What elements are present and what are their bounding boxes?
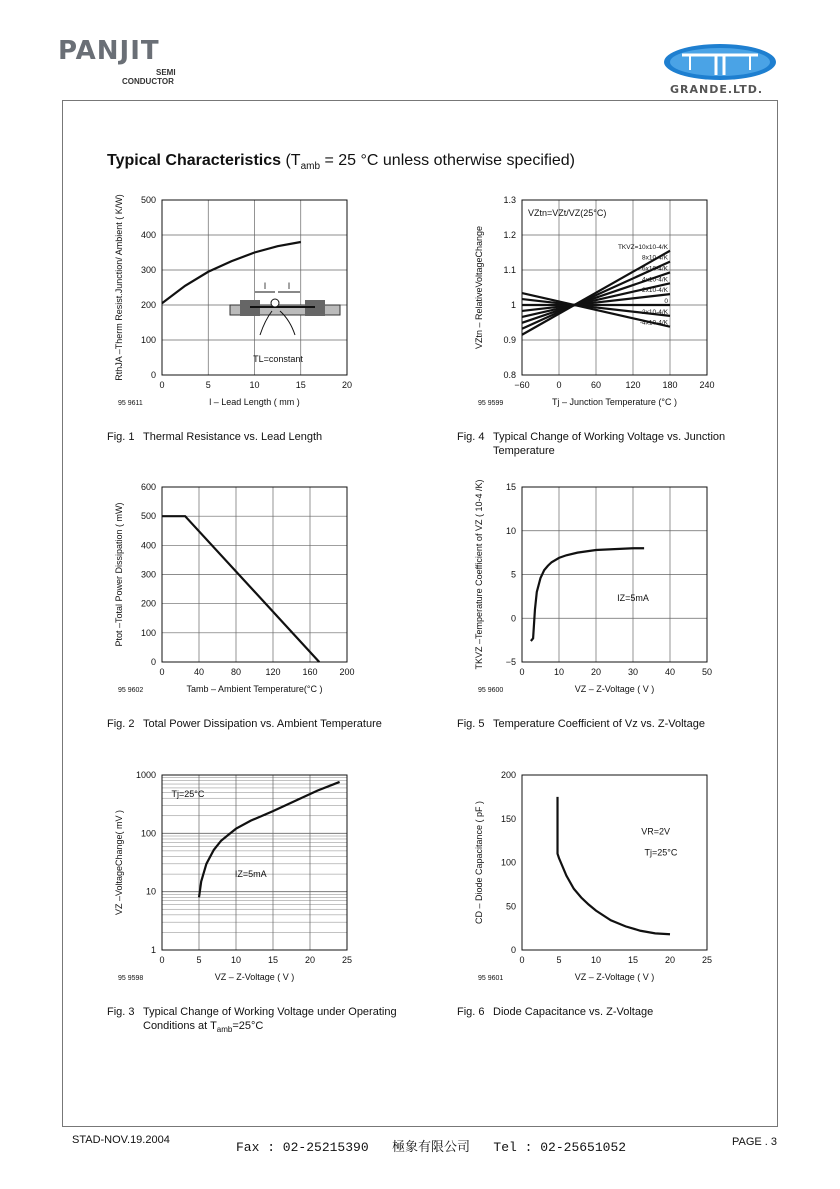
x-tick-label: 15	[295, 380, 306, 390]
chart-fig4-svg	[460, 185, 720, 420]
y-tick-label: 10	[145, 886, 156, 897]
grande-logo	[662, 42, 782, 98]
chart-fig6-svg	[460, 760, 720, 995]
y-tick-label: 0.9	[503, 335, 516, 345]
chart-fig5	[460, 472, 720, 712]
x-tick-label: 5	[196, 955, 202, 965]
panjit-logo	[58, 32, 188, 92]
lead-length-inset	[230, 281, 340, 364]
panjit-logo-text: PANJIT	[58, 36, 160, 66]
series-line	[162, 516, 319, 662]
y-axis-label: VZtn – RelativeVoltageChange	[474, 225, 484, 350]
y-tick-label: 200	[140, 598, 156, 609]
y-tick-label: 100	[140, 627, 156, 638]
x-tick-label: 25	[341, 955, 353, 965]
chart-fig2-svg	[100, 472, 360, 707]
section-title	[107, 152, 575, 172]
y-tick-label: 50	[505, 901, 516, 912]
x-tick-label: 240	[699, 380, 715, 390]
figure-code: 95 9602	[118, 687, 144, 694]
section-title-bold: Typical Characteristics	[107, 152, 282, 169]
series-label: 2x10-4/K	[641, 287, 668, 295]
x-tick-label: 0	[159, 667, 165, 677]
x-tick-label: 40	[664, 667, 676, 677]
y-tick-label: 0	[150, 370, 156, 380]
series-line	[558, 797, 670, 934]
y-tick-label: 1.1	[503, 265, 516, 275]
annotation-iz: IZ=5mA	[234, 868, 267, 879]
y-axis-label: VZ –VoltageChange( mV )	[114, 809, 124, 916]
diode-body	[271, 299, 279, 307]
y-axis-label: CD – Diode Capacitance ( pF )	[474, 800, 484, 925]
plot-frame	[522, 775, 707, 950]
y-tick-label: 1	[150, 945, 156, 955]
x-tick-label: 160	[302, 667, 318, 677]
section-title-paren: ($T_{amb} = 25$ °C unless otherwise specified)	[285, 152, 575, 173]
chart-fig2	[100, 472, 360, 712]
figure-code: 95 9600	[478, 687, 504, 694]
x-tick-label: 10	[590, 955, 602, 965]
footer-page: PAGE . 3	[732, 1136, 778, 1148]
annotation-vr: VR=2V	[641, 826, 670, 837]
x-tick-label: 0	[556, 380, 562, 390]
series-label: 4x10-4/K	[641, 276, 668, 284]
figure-code: 95 9601	[478, 975, 504, 982]
grande-logo-text: GRANDE.LTD.	[670, 83, 764, 96]
y-tick-label: 150	[500, 813, 516, 824]
y-tick-label: 0	[510, 945, 516, 955]
series-label: TKVZ=10x10-4/K	[617, 243, 668, 251]
x-tick-label: 80	[230, 667, 242, 677]
y-tick-label: 300	[140, 265, 156, 275]
x-tick-label: 20	[341, 380, 353, 390]
y-axis-label: TKVZ –Temperature Coefficient of VZ ( 10-4 /K)	[474, 479, 484, 670]
footer-contact: Fax : 02-25215390 極象有限公司 Tel : 02-25651052	[236, 1140, 627, 1155]
figure-code: 95 9611	[118, 400, 143, 407]
x-tick-label: 5	[556, 955, 562, 965]
y-tick-label: 1.2	[503, 230, 516, 240]
y-tick-label: 400	[140, 230, 156, 240]
x-tick-label: 60	[590, 380, 602, 390]
x-tick-label: 180	[662, 380, 678, 390]
y-tick-label: 400	[140, 540, 156, 551]
figure-code: 95 9598	[118, 975, 144, 982]
grande-emblem-icon	[662, 42, 782, 82]
y-tick-label: 1000	[135, 770, 156, 780]
y-tick-label: 10	[505, 525, 516, 536]
x-tick-label: 5	[205, 380, 211, 390]
series-label: 8x10-4/K	[641, 254, 668, 262]
dimension-label-l: l	[264, 281, 266, 291]
y-axis-label: Ptot –Total Power Dissipation ( mW)	[114, 502, 124, 647]
series-label: 6x10-4/K	[641, 265, 668, 273]
x-tick-label: 25	[701, 955, 713, 965]
x-tick-label: 20	[590, 667, 602, 677]
annotation-vztn: VZtn=VZt/VZ(25°C)	[528, 208, 607, 218]
x-axis-label: VZ – Z-Voltage ( V )	[214, 972, 295, 982]
x-axis-label: Tamb – Ambient Temperature(°C )	[186, 684, 323, 694]
x-tick-label: 200	[339, 667, 355, 677]
y-tick-label: 500	[140, 511, 156, 522]
x-tick-label: 40	[193, 667, 205, 677]
series-label: -4x10-4/K	[639, 319, 668, 327]
footer-date: STAD-NOV.19.2004	[72, 1134, 170, 1146]
y-tick-label: 5	[510, 569, 516, 580]
x-tick-label: 120	[625, 380, 641, 390]
caption-fig1: Fig. 1 Thermal Resistance vs. Lead Length	[107, 431, 323, 443]
x-axis-label: VZ – Z-Voltage ( V )	[574, 684, 655, 694]
x-tick-label: −60	[514, 380, 530, 390]
figure-code: 95 9599	[478, 400, 504, 407]
x-axis-label: l – Lead Length ( mm )	[209, 397, 300, 407]
y-tick-label: 200	[140, 300, 156, 310]
chart-fig6	[460, 760, 720, 1000]
y-tick-label: 1.3	[503, 195, 516, 205]
y-tick-label: 100	[140, 335, 156, 345]
y-tick-label: 200	[500, 770, 516, 780]
annotation-tl-constant: TL=constant	[253, 354, 303, 364]
y-tick-label: 15	[505, 482, 516, 492]
x-tick-label: 0	[519, 667, 525, 677]
annotation-iz: IZ=5mA	[617, 592, 649, 603]
x-tick-label: 0	[159, 380, 165, 390]
chart-fig1-svg	[100, 185, 360, 420]
y-tick-label: 1	[510, 300, 516, 310]
caption-fig2: Fig. 2 Total Power Dissipation vs. Ambient Temperature	[107, 718, 382, 730]
x-tick-label: 15	[627, 955, 639, 965]
panjit-logo-sub2: CONDUCTOR	[122, 77, 174, 86]
chart-fig3-svg	[100, 760, 360, 995]
chart-fig5-svg	[460, 472, 720, 707]
x-tick-label: 10	[249, 380, 260, 390]
y-tick-label: 600	[140, 482, 156, 492]
caption-fig3: Fig. 3 Typical Change of Working Voltage under Operating Conditions at $T_{amb}=25^\circ C$	[107, 1006, 397, 1035]
y-axis-label: RthJA –Therm Resist.Junction/ Ambient ( K/W)	[114, 194, 124, 381]
chart-fig4	[460, 185, 720, 425]
series-line	[162, 242, 301, 303]
series-label: 0	[664, 298, 668, 305]
x-tick-label: 120	[265, 667, 281, 677]
panjit-logo-sub1: SEMI	[156, 68, 176, 77]
x-tick-label: 10	[553, 667, 565, 677]
series-label: -2x10-4/K	[639, 308, 668, 316]
x-tick-label: 50	[701, 667, 713, 677]
x-tick-label: 20	[304, 955, 316, 965]
series-line	[199, 782, 340, 897]
y-tick-label: −5	[505, 657, 516, 667]
dimension-label-l: l	[288, 281, 290, 291]
y-tick-label: 0	[510, 613, 516, 624]
x-axis-label: VZ – Z-Voltage ( V )	[574, 972, 655, 982]
x-tick-label: 15	[267, 955, 279, 965]
caption-fig5: Fig. 5 Temperature Coefficient of Vz vs. Z-Voltage	[457, 718, 705, 730]
x-tick-label: 20	[664, 955, 676, 965]
x-tick-label: 30	[627, 667, 639, 677]
y-tick-label: 300	[140, 569, 156, 580]
y-tick-label: 500	[140, 195, 156, 205]
chart-fig3	[100, 760, 360, 1000]
x-tick-label: 10	[230, 955, 242, 965]
y-tick-label: 0	[150, 657, 156, 667]
annotation-tj: Tj=25°C	[644, 847, 678, 858]
x-tick-label: 0	[159, 955, 165, 965]
x-axis-label: Tj – Junction Temperature (°C )	[552, 397, 677, 407]
x-tick-label: 0	[519, 955, 525, 965]
y-tick-label: 100	[140, 828, 156, 839]
y-tick-label: 100	[500, 857, 516, 868]
caption-fig4: Fig. 4 Typical Change of Working Voltage vs. Junction Temperature	[457, 431, 726, 457]
annotation-tj: Tj=25°C	[171, 788, 205, 799]
caption-fig6: Fig. 6 Diode Capacitance vs. Z-Voltage	[457, 1006, 654, 1018]
plot-frame	[162, 775, 347, 950]
chart-fig1	[100, 185, 360, 425]
y-tick-label: 0.8	[503, 370, 516, 380]
